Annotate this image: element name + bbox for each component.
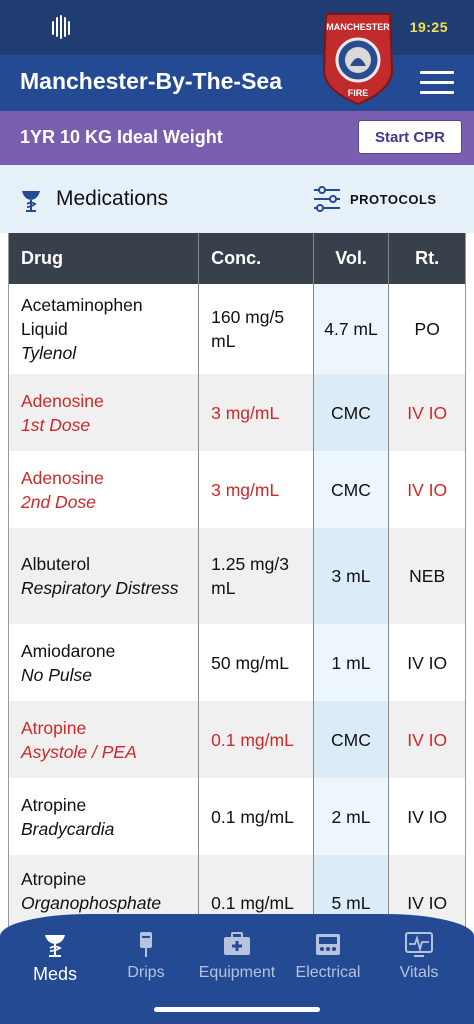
caduceus-icon [18, 185, 44, 213]
protocols-button[interactable] [312, 183, 437, 215]
drug-volume: CMC [314, 374, 390, 451]
drug-name: Acetaminophen Liquid [21, 295, 143, 339]
table-row[interactable] [9, 284, 465, 374]
drug-name: Atropine [21, 717, 87, 738]
drug-route: NEB [409, 566, 446, 586]
drug-route: PO [414, 319, 440, 339]
drug-indication: No Pulse [21, 664, 93, 685]
app-header [0, 55, 474, 111]
tab-vitals[interactable] [372, 930, 466, 982]
tab-drips-label: Drips [127, 964, 165, 981]
drug-indication: Organophosphate [21, 893, 162, 913]
drug-indication: Respiratory Distress [21, 578, 179, 598]
header-vol: Vol. [314, 233, 390, 284]
drug-volume: CMC [314, 701, 390, 778]
drug-indication: 1st Dose [21, 414, 91, 435]
drug-volume: CMC [314, 451, 390, 528]
drug-concentration: 0.1 mg/mL [199, 701, 314, 778]
iv-bag-icon [130, 930, 162, 958]
protocols-label: PROTOCOLS [350, 191, 437, 207]
sliders-icon [312, 184, 342, 214]
drug-name: Albuterol [21, 554, 91, 574]
table-row[interactable] [9, 451, 465, 528]
table-row[interactable] [9, 778, 465, 855]
drug-concentration: 0.1 mg/mL [199, 778, 314, 855]
tab-electrical-label: Electrical [295, 964, 361, 981]
header-route: Rt. [415, 248, 440, 268]
tab-equipment[interactable] [190, 930, 284, 982]
header-conc: Conc. [199, 233, 314, 284]
drug-name: Atropine [21, 794, 87, 815]
tab-meds-label: Meds [32, 964, 77, 984]
app-title: Manchester-By-The-Sea [20, 68, 283, 94]
drug-route: IV IO [407, 402, 448, 423]
table-row[interactable] [9, 374, 465, 451]
app-logo-icon [50, 14, 72, 40]
drug-volume: 2 mL [314, 778, 390, 855]
medications-subheader [0, 165, 474, 233]
home-indicator[interactable] [154, 1007, 320, 1012]
drug-indication: 2nd Dose [21, 491, 96, 512]
status-bar [0, 0, 474, 55]
drug-route: IV IO [407, 893, 448, 913]
defibrillator-icon [312, 930, 344, 958]
monitor-icon [403, 930, 435, 958]
drug-route: IV IO [407, 652, 448, 673]
drug-concentration: 1.25 mg/3 mL [199, 528, 314, 624]
start-cpr-button[interactable]: Start CPR [358, 120, 462, 154]
drug-route: IV IO [407, 806, 448, 827]
drug-name: Atropine [21, 869, 87, 889]
tab-meds[interactable] [8, 930, 102, 985]
medications-table [8, 233, 466, 933]
drug-name: Adenosine [21, 390, 104, 411]
drug-name: Amiodarone [21, 640, 116, 661]
drug-concentration: 3 mg/mL [199, 451, 314, 528]
header-drug: Drug [9, 233, 199, 284]
drug-volume: 5 mL [314, 855, 390, 933]
drug-volume: 4.7 mL [314, 284, 390, 374]
tab-vitals-label: Vitals [399, 964, 439, 981]
medkit-icon [221, 930, 253, 958]
weight-bar [0, 111, 474, 165]
drug-concentration: 3 mg/mL [199, 374, 314, 451]
badge-text-bottom: FIRE [347, 88, 369, 98]
drug-indication: Bradycardia [21, 818, 115, 839]
table-row[interactable] [9, 528, 465, 624]
tab-electrical[interactable] [281, 930, 375, 982]
drug-name: Adenosine [21, 467, 104, 488]
caduceus-icon [39, 930, 71, 958]
drug-concentration: 160 mg/5 mL [199, 284, 314, 374]
drug-concentration: 50 mg/mL [199, 624, 314, 701]
drug-indication: Tylenol [21, 343, 77, 363]
drug-route: IV IO [407, 479, 448, 500]
hamburger-menu-icon[interactable] [420, 71, 454, 95]
tab-drips[interactable] [99, 930, 193, 982]
table-row[interactable] [9, 624, 465, 701]
drug-concentration: 0.1 mg/mL [199, 855, 314, 933]
medications-title: Medications [56, 187, 169, 210]
badge-text-top: MANCHESTER [326, 22, 390, 32]
table-header [9, 233, 465, 284]
status-time: 19:25 [409, 19, 448, 35]
fire-department-badge [320, 10, 396, 106]
table-row[interactable] [9, 701, 465, 778]
drug-route: IV IO [407, 729, 448, 750]
tab-equipment-label: Equipment [198, 964, 276, 981]
drug-indication: Asystole / PEA [21, 741, 137, 762]
drug-volume: 1 mL [314, 624, 390, 701]
drug-volume: 3 mL [314, 528, 390, 624]
weight-label[interactable]: 1YR 10 KG Ideal Weight [20, 127, 223, 147]
